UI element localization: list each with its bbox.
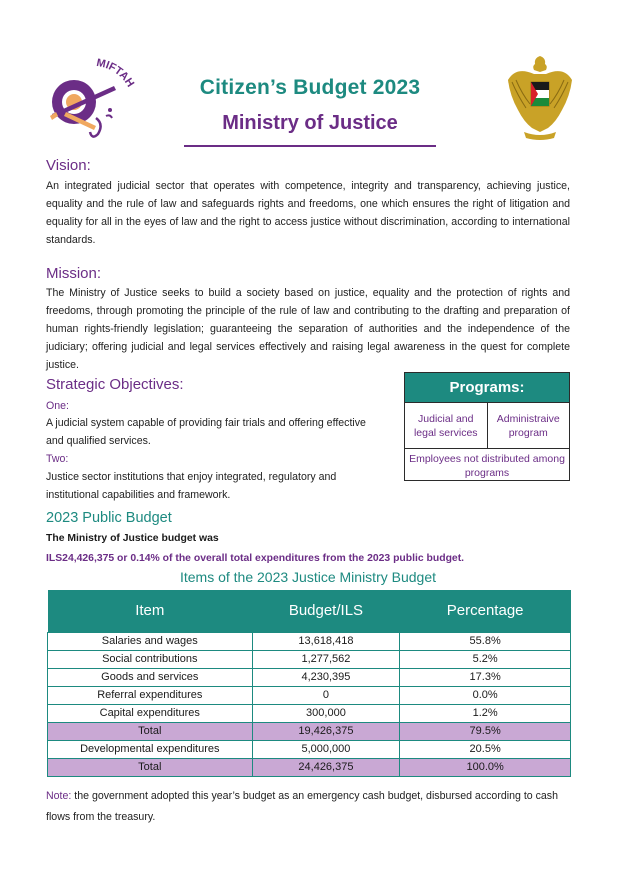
col-percentage-header: Percentage xyxy=(400,590,571,632)
cell-item: Social contributions xyxy=(48,650,253,668)
programs-row xyxy=(405,403,569,449)
cell-item: Capital expenditures xyxy=(48,704,253,722)
cell-pct: 17.3% xyxy=(400,668,571,686)
cell-pct: 5.2% xyxy=(400,650,571,668)
logo-text: MIFTAH xyxy=(95,56,136,90)
table-row xyxy=(48,740,571,758)
page-title: Citizen’s Budget 2023 xyxy=(199,76,421,99)
cell-budget: 13,618,418 xyxy=(252,632,400,650)
mission-text: The Ministry of Justice seeks to build a society based on justice, equality and the protection of rights and freedoms, through promoting the principle of the rule of law and contributing to the drafting and preparation of human rights-friendly legislation; guaranteeing the separation of authorities and the independence of the judiciary; offering judicial and legal services effectively and raising legal awareness in the quest for complete justice. xyxy=(46,287,570,371)
table-header-row xyxy=(48,590,571,632)
title-divider xyxy=(184,145,436,147)
cell-budget: 1,277,562 xyxy=(252,650,400,668)
vision-text: An integrated judicial sector that operates with competence, integrity and transparency, achieving justice, equality and the rule of law and safeguards rights and freedoms, one which ensures the right of litigation and equality for all in the eyes of law and the right to access justice without discrimination, according to international standards. xyxy=(46,180,570,246)
programs-heading: Programs: xyxy=(405,373,569,403)
budget-table xyxy=(47,590,571,777)
programs-footer: Employees not distributed among programs xyxy=(409,453,565,479)
objective-two-label: Two: xyxy=(46,453,69,465)
cell-item: Salaries and wages xyxy=(48,632,253,650)
objective-one-text: A judicial system capable of providing fair trials and offering effective and qualified services. xyxy=(46,417,366,447)
program-judicial-legal: Judicial and legal services xyxy=(413,412,478,439)
cell-budget: 24,426,375 xyxy=(252,758,400,776)
col-item-header: Item xyxy=(48,590,253,632)
table-row xyxy=(48,632,571,650)
title-block xyxy=(180,76,440,135)
cell-pct: 0.0% xyxy=(400,686,571,704)
cell-pct: 20.5% xyxy=(400,740,571,758)
program-administrative: Administraive program xyxy=(487,403,570,448)
cell-pct: 79.5% xyxy=(400,722,571,740)
cell-budget: 5,000,000 xyxy=(252,740,400,758)
cell-pct: 55.8% xyxy=(400,632,571,650)
cell-budget: 300,000 xyxy=(252,704,400,722)
table-row xyxy=(48,668,571,686)
vision-heading: Vision: xyxy=(46,157,91,174)
table-row-subtotal xyxy=(48,722,571,740)
objective-two-text: Justice sector institutions that enjoy integrated, regulatory and institutional capabilities and framework. xyxy=(46,471,337,501)
svg-text:MIFTAH xyxy=(95,57,136,90)
table-row xyxy=(48,686,571,704)
table-row xyxy=(48,650,571,668)
cell-item: Total xyxy=(48,758,253,776)
cell-budget: 0 xyxy=(252,686,400,704)
cell-budget: 4,230,395 xyxy=(252,668,400,686)
cell-item: Total xyxy=(48,722,253,740)
footnote xyxy=(46,786,570,828)
note-text: the government adopted this year’s budget as an emergency cash budget, disbursed according to cash flows from the treasury. xyxy=(46,790,558,823)
cell-item: Goods and services xyxy=(48,668,253,686)
note-label: Note: xyxy=(46,790,72,802)
table-row xyxy=(48,704,571,722)
mission-heading: Mission: xyxy=(46,265,102,282)
budget-amount: ILS24,426,375 or 0.14% of the overall total expenditures from the 2023 public budget. xyxy=(46,553,465,564)
col-budget-header: Budget/ILS xyxy=(252,590,400,632)
table-title: Items of the 2023 Justice Ministry Budget xyxy=(179,569,436,585)
page-subtitle: Ministry of Justice xyxy=(222,112,398,134)
programs-box xyxy=(404,372,570,481)
budget-heading: 2023 Public Budget xyxy=(46,510,172,526)
cell-pct: 1.2% xyxy=(400,704,571,722)
table-row-grand-total xyxy=(48,758,571,776)
cell-budget: 19,426,375 xyxy=(252,722,400,740)
budget-intro: The Ministry of Justice budget was xyxy=(46,533,219,544)
miftah-logo xyxy=(44,52,136,140)
cell-item: Referral expenditures xyxy=(48,686,253,704)
eagle-emblem-icon xyxy=(504,52,576,142)
cell-item: Developmental expenditures xyxy=(48,740,253,758)
objectives-heading: Strategic Objectives: xyxy=(46,376,184,393)
cell-pct: 100.0% xyxy=(400,758,571,776)
objective-one-label: One: xyxy=(46,400,69,412)
